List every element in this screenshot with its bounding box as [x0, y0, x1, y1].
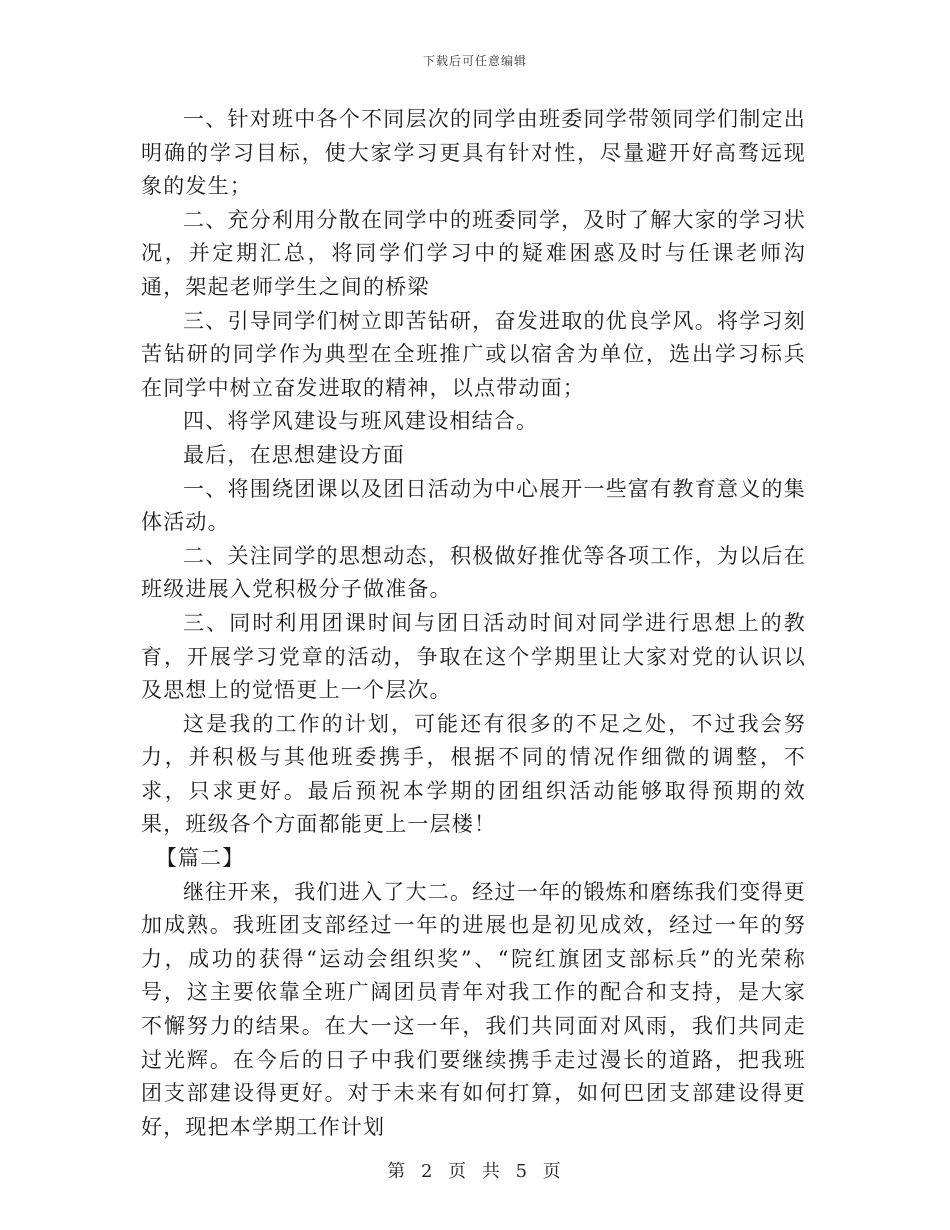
paragraph-ideology-heading: 最后，在思想建设方面: [183, 442, 405, 467]
page-header: 下载后可任意编辑: [422, 54, 527, 68]
section-heading-part-two: 【篇二】: [155, 846, 245, 871]
paragraph-student-thoughts: 二、关注同学的思想动态，积极做好推优等各项工作，为以后在班级进展入党积极分子做准备。: [141, 543, 806, 602]
paragraph-part-two-intro: 继往开来，我们进入了大二。经过一年的锻炼和磨练我们变得更加成熟。我班团支部经过一年的进展也是初见成效，经过一年的努力，成功的获得“运动会组织奖”、“院红旗团支部标兵”的光荣称号，这主要依靠全班广阔团员青年对我工作的配合和支持，是大家不懈努力的结果。在大一这一年，我们共同面对风雨，我们共同走过光辉。在今后的日子中我们要继续携手走过漫长的道路，把我班团支部建设得更好。对于未来有如何打算，如何巴团支部建设得更好，现把本学期工作计划: [141, 879, 806, 1139]
paragraph-party-education: 三、同时利用团课时间与团日活动时间对同学进行思想上的教育，开展学习党章的活动，争取在这个学期里让大家对党的认识以及思想上的觉悟更上一个层次。: [141, 610, 806, 703]
paragraph-study-style: 三、引导同学们树立即苦钻研，奋发进取的优良学风。将学习刻苦钻研的同学作为典型在全班推广或以宿舍为单位，选出学习标兵在同学中树立奋发进取的精神，以点带动面；: [141, 308, 806, 400]
paragraph-study-goals: 一、针对班中各个不同层次的同学由班委同学带领同学们制定出明确的学习目标，使大家学习更具有针对性，尽量避开好高骛远现象的发生；: [141, 107, 806, 199]
paragraph-league-activities: 一、将围绕团课以及团日活动为中心展开一些富有教育意义的集体活动。: [141, 476, 806, 535]
document-body: [141, 103, 806, 1144]
paragraph-class-committee: 二、充分利用分散在同学中的班委同学，及时了解大家的学习状况，并定期汇总，将同学们学习中的疑难困惑及时与任课老师沟通，架起老师学生之间的桥梁: [141, 207, 806, 299]
page-number-footer: 第 2 页 共 5 页: [387, 1161, 563, 1182]
paragraph-combine-styles: 四、将学风建设与班风建设相结合。: [183, 409, 539, 434]
paragraph-conclusion: 这是我的工作的计划，可能还有很多的不足之处，不过我会努力，并积极与其他班委携手，根据不同的情况作细微的调整，不求，只求更好。最后预祝本学期的团组织活动能够取得预期的效果，班级各个方面都能更上一层楼！: [141, 711, 806, 837]
